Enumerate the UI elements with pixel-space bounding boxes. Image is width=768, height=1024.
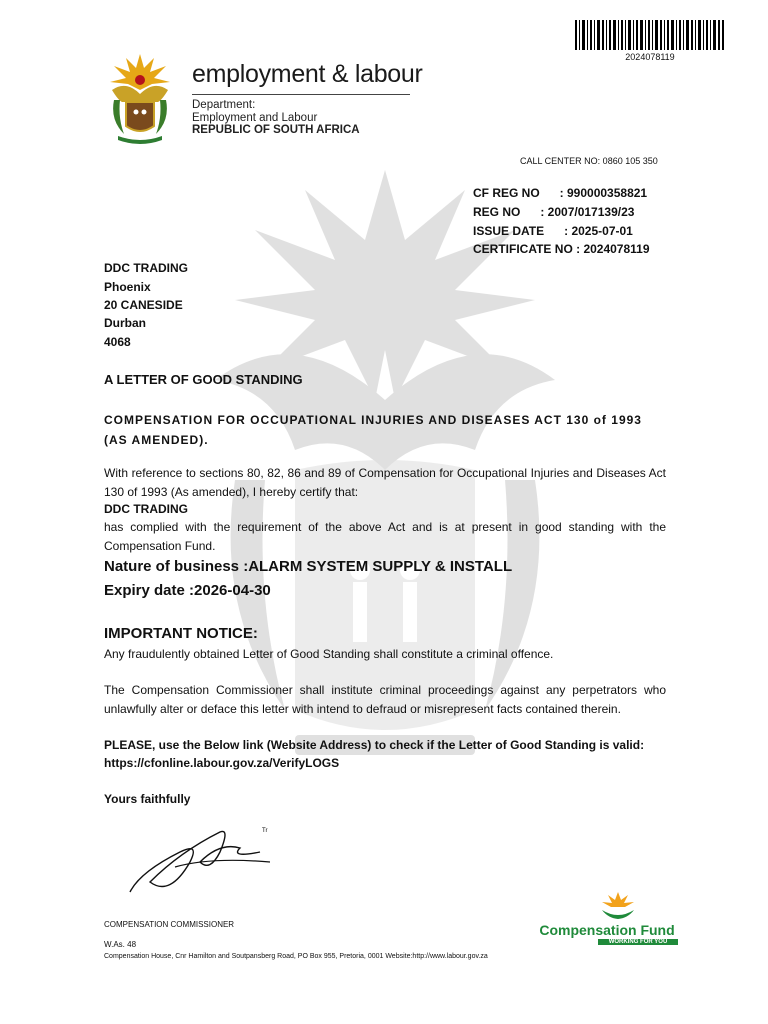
signatory-title: COMPENSATION COMMISSIONER — [104, 920, 235, 929]
address-line-1: DDC TRADING — [104, 261, 188, 275]
expiry-date: Expiry date :2026-04-30 — [104, 582, 271, 599]
department-divider — [192, 94, 410, 95]
address-line-3: 20 CANESIDE — [104, 298, 183, 312]
department-title: employment & labour — [192, 60, 423, 88]
verify-link[interactable]: https://cfonline.labour.gov.za/VerifyLOGS — [104, 756, 340, 770]
closing: Yours faithfully — [104, 792, 191, 806]
reference-text: With reference to sections 80, 82, 86 and 89 of Compensation for Occupational Injuries and Diseases Act 130 of 1993 (As amended), I hereby certify that: — [104, 466, 666, 499]
letter-title: A LETTER OF GOOD STANDING — [104, 372, 303, 387]
address-line-5: 4068 — [104, 335, 131, 349]
issue-date: ISSUE DATE : 2025-07-01 — [473, 224, 633, 238]
call-center-number: CALL CENTER NO: 0860 105 350 — [520, 156, 658, 166]
certificate-number: CERTIFICATE NO : 2024078119 — [473, 242, 650, 256]
company-name: DDC TRADING — [104, 502, 188, 516]
fund-name: Compensation Fund — [539, 922, 675, 938]
fund-emblem-icon — [598, 890, 638, 920]
compliance-text: has complied with the requirement of the above Act and is at present in good standing with the Compensation Fund. — [104, 520, 666, 553]
compensation-fund-logo — [536, 890, 678, 952]
svg-text:Tr: Tr — [262, 828, 268, 834]
act-title: COMPENSATION FOR OCCUPATIONAL INJURIES AND DISEASES ACT 130 of 1993 (AS AMENDED). — [104, 413, 642, 447]
footer-address: Compensation House, Cnr Hamilton and Soutpansberg Road, PO Box 955, Pretoria, 0001 Website:http://www.labour.gov.za — [104, 953, 488, 960]
check-instruction: PLEASE, use the Below link (Website Address) to check if the Letter of Good Standing is valid: — [104, 738, 645, 752]
address-line-4: Durban — [104, 316, 146, 330]
barcode — [575, 20, 725, 50]
department-line-3: REPUBLIC OF SOUTH AFRICA — [192, 124, 360, 136]
barcode-number: 2024078119 — [625, 52, 675, 62]
cf-reg-number: CF REG NO : 990000358821 — [473, 186, 648, 200]
coat-of-arms-icon — [104, 50, 176, 146]
form-code: W.As. 48 — [104, 940, 137, 949]
notice-text: Any fraudulently obtained Letter of Good Standing shall constitute a criminal offence. — [104, 647, 554, 661]
signature — [120, 812, 280, 902]
fund-tagline: WORKING FOR YOU — [598, 939, 678, 945]
address-line-2: Phoenix — [104, 280, 151, 294]
reg-number: REG NO : 2007/017139/23 — [473, 205, 635, 219]
department-line-1: Department: — [192, 99, 256, 111]
department-line-2: Employment and Labour — [192, 112, 318, 124]
commissioner-text: The Compensation Commissioner shall institute criminal proceedings against any perpetrators who unlawfully alter or deface this letter with intend to defraud or misrepresent facts contained therein. — [104, 683, 666, 716]
nature-of-business: Nature of business :ALARM SYSTEM SUPPLY & INSTALL — [104, 558, 513, 575]
notice-heading: IMPORTANT NOTICE: — [104, 625, 258, 642]
